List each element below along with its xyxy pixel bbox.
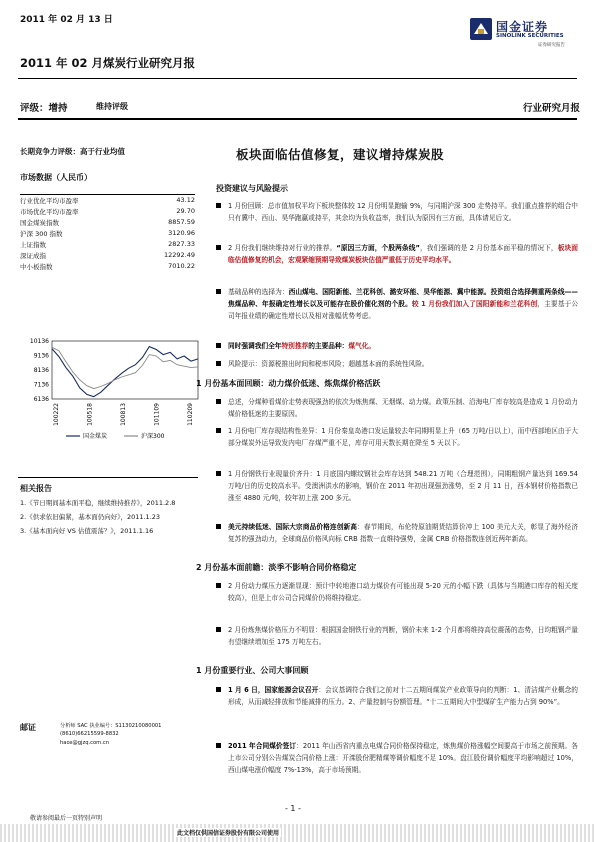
section-industry-events: 1 月份重要行业、公司大事回顾 bbox=[196, 666, 309, 675]
chart-y-tick-label: 7136 bbox=[33, 381, 49, 389]
section-january-review: 1 月份基本面回顾：动力煤价低迷、炼焦煤价格活跃 bbox=[196, 379, 381, 388]
bullet-text-bold: 1 月 6 日，国家能源会议召开 bbox=[228, 686, 319, 694]
market-key: 深证成指 bbox=[20, 252, 46, 260]
report-title: 2011 年 02 月煤炭行业研究月报 bbox=[20, 56, 196, 70]
bullet-text-part: 2 月份我们继续维持对行业的推荐。 bbox=[228, 244, 337, 252]
bullet-square-icon bbox=[216, 471, 221, 476]
bullet-square-icon bbox=[216, 289, 221, 294]
bullet-text: 总述，分煤种看煤价走势表现强劲的依次为炼焦煤、无烟煤、动力煤。政策压制、沿海电厂库存较高是造成 1 月份动力煤价格低迷的主要原因。 bbox=[228, 398, 578, 418]
rating-label: 评级：增持 bbox=[20, 103, 68, 114]
rating-sub: 维持评级 bbox=[96, 102, 128, 111]
bullet-text: 1 月份电厂库存现结构性差异：1 月份秦皇岛港口发运量较去年同期明显上升（65 万吨/日以上），而中西部地区由于大部分煤炭外运导致发内电厂存煤严重不足，库存可用天数长期在降至 5 天以下。 bbox=[228, 427, 578, 447]
analyst-label: 邮证 bbox=[20, 723, 36, 732]
bullet-text-part: 的主要品种： bbox=[308, 342, 349, 350]
bullet-text-part: ：会议基调符合我们之前对十二五期间煤炭产业政策导向的判断：1、清洁煤产业概念的形成，从而减轻排放和节能减排的压力。2、产量控制与份额管理。“十二五期间大中型煤矿生产能力占到 90%”。 bbox=[228, 686, 578, 706]
report-type: 行业研究月报 bbox=[522, 103, 580, 114]
related-report-item[interactable]: 1.《节日期间基本面平稳，继续维持推荐》，2011.2.8 bbox=[20, 499, 176, 507]
chart-y-tick-label: 9136 bbox=[33, 352, 49, 360]
chart-x-tick-label: 101109 bbox=[153, 403, 161, 426]
bullet-square-icon bbox=[216, 627, 221, 632]
related-reports-heading: 相关报告 bbox=[20, 484, 52, 493]
report-date: 2011 年 02 月 13 日 bbox=[20, 15, 113, 25]
chart-y-tick-label: 6136 bbox=[33, 396, 49, 403]
bullet-text-red: 板块面临估值修复的机会，宏观紧缩预期导致煤炭板块估值严重低于历史平均水平。 bbox=[228, 244, 578, 264]
index-line-chart bbox=[20, 335, 200, 447]
bullet-text-red: 较 1 月份我们加入了国阳新能和兰花科创 bbox=[411, 300, 538, 308]
section-february-outlook: 2 月份基本面前瞻：淡季不影响合同价格稳定 bbox=[196, 563, 357, 572]
bullet-item bbox=[216, 396, 578, 420]
bullet-item bbox=[216, 624, 578, 648]
bullet-item bbox=[216, 425, 578, 449]
market-row bbox=[20, 250, 195, 261]
bullet-square-icon bbox=[216, 245, 221, 250]
related-report-item[interactable]: 2.《供求依旧偏紧，基本面仍向好》，2011.1.23 bbox=[20, 513, 161, 522]
analyst-phone: (8610)66215599-8832 bbox=[60, 731, 119, 738]
rating-bar bbox=[20, 100, 580, 116]
bullet-text: 2 月份动力煤压力逐渐显现：预计中转地港口动力煤价有可能出现 5-20 元的小幅下跌（具体与当期港口库存的相关度较高），但是上市公司合同煤价仍将维持稳定。 bbox=[228, 582, 578, 602]
bullet-text-bold: 西山煤电、国阳新能、兰花科创、潞安环能、昊华能源、冀中能源。投资组合选择侧重两条线——焦煤品种、年报确定性增长以及可能存在股价催化剂的个股。 bbox=[228, 288, 578, 308]
long-term-rating: 长期竞争力评级：高于行业均值 bbox=[20, 147, 125, 156]
bullet-item bbox=[216, 358, 578, 370]
bullet-square-icon bbox=[216, 343, 221, 348]
bullet-text-bold: 美元持续低迷、国际大宗商品价格连创新高 bbox=[228, 523, 358, 531]
bullet-item bbox=[216, 684, 578, 708]
chart-x-tick-label: 110209 bbox=[187, 403, 194, 426]
bullet-text-part: ：2011 年山西省内重点电煤合同价格保持稳定，炼焦煤价格涨幅空间要高于市场之前预期。各上市公司分别公告煤炭合同价格上涨：开滦股份肥精煤等调价幅度不足 10%。盘江股份调价幅度平均影响超过 10%，西山煤电涨价幅度 7%-13%，高于市场预期。 bbox=[228, 742, 578, 774]
sinolink-logo-icon bbox=[470, 18, 492, 40]
bullet-text-part: ，主要基于公司年报业绩的确定性增长以及相对涨幅优势考虑。 bbox=[228, 300, 579, 320]
bullet-item bbox=[216, 340, 578, 352]
chart-x-tick-label: 100222 bbox=[53, 403, 60, 426]
market-value: 12292.49 bbox=[163, 251, 195, 259]
sinolink-logo bbox=[470, 18, 580, 52]
sidebar bbox=[20, 146, 198, 271]
logo-subtitle: 证券研究报告 bbox=[538, 43, 565, 48]
bullet-square-icon bbox=[216, 687, 221, 692]
market-row bbox=[20, 206, 195, 217]
bullet-text: 风险提示：资源税推出时间和税率风险；超越基本面的系统性风险。 bbox=[228, 360, 429, 368]
bullet-text-red: 特别推荐 bbox=[281, 342, 309, 350]
main-headline: 板块面临估值修复，建议增持煤炭股 bbox=[236, 147, 445, 162]
market-key: 沪深 300 指数 bbox=[20, 230, 63, 238]
logo-english-name: SINOLINK SECURITIES bbox=[496, 33, 564, 39]
market-data-heading: 市场数据（人民币） bbox=[20, 173, 92, 182]
analyst-contact bbox=[60, 722, 161, 747]
bullet-square-icon bbox=[216, 361, 221, 366]
market-key: 上证指数 bbox=[20, 241, 46, 249]
chart-legend-label: 国金煤炭 bbox=[83, 433, 108, 440]
chart-series-line bbox=[52, 347, 198, 388]
logo-chinese-name: 国金证券 bbox=[496, 20, 549, 34]
bullet-text-part: ：春节期间，布伦特原油期货结算价冲上 100 美元大关，彰显了海外经济复苏的强劲动力，全球商品价格风向标 CRB 指数一直维持强势，金属 CRB 价格指数连创近两年新高。 bbox=[228, 523, 579, 543]
analyst-sac: 分析师 SAC 执业编号：S1130210080001 bbox=[60, 723, 162, 729]
bullet-text-part: ，我们强调的是 2 月份基本面平稳的情况下， bbox=[419, 244, 558, 252]
page-number: - 1 - bbox=[285, 804, 301, 813]
bullet-text bbox=[216, 740, 578, 776]
bullet-item bbox=[216, 580, 578, 604]
chart-x-tick-label: 100518 bbox=[86, 403, 94, 426]
market-row bbox=[20, 217, 195, 228]
bullet-text bbox=[216, 684, 578, 708]
bullet-item bbox=[216, 740, 578, 776]
bullet-text-bold: 2011 年合同煤价签订 bbox=[228, 742, 297, 750]
market-data-table bbox=[20, 194, 195, 272]
bullet-square-icon bbox=[216, 583, 221, 588]
related-report-item[interactable]: 3.《基本面向好 VS 估值震荡？》，2011.1.16 bbox=[20, 527, 154, 536]
chart-y-tick-label: 10136 bbox=[29, 338, 49, 345]
bullet-item bbox=[216, 468, 578, 504]
bullet-item bbox=[216, 286, 578, 322]
chart-x-tick-label: 100813 bbox=[120, 403, 127, 426]
market-value: 43.12 bbox=[176, 196, 195, 204]
market-row bbox=[20, 239, 195, 250]
title-rule bbox=[18, 78, 577, 79]
chart-plot-frame bbox=[52, 341, 198, 399]
bullet-text-part: 同时强调我们全年 bbox=[228, 342, 282, 350]
bullet-text bbox=[216, 242, 578, 266]
market-row bbox=[20, 195, 195, 206]
market-value: 7010.22 bbox=[168, 262, 195, 270]
section-investment-advice: 投资建议与风险提示 bbox=[216, 184, 288, 193]
rating-rule bbox=[18, 118, 577, 120]
bullet-square-icon bbox=[216, 428, 221, 433]
chart-legend-label: 沪深300 bbox=[141, 433, 165, 440]
bullet-text: 1 月份回顾：总市值加权平均下板块整体较 12 月份明显跑输 9%，与同期沪深 300 走势持平。我们重点推荐的组合中只有冀中、西山、昊华跑赢或持平，其余均为负收益率，我们认为原因有三方面，具体请见后文。 bbox=[228, 202, 578, 222]
analyst-email[interactable]: haox@gjzq.com.cn bbox=[60, 739, 110, 746]
market-key: 市场优化平均市盈率 bbox=[20, 208, 79, 216]
market-value: 3120.96 bbox=[168, 229, 195, 237]
market-row bbox=[20, 261, 195, 272]
bullet-text-bold: “原因三方面，个股两条线” bbox=[336, 244, 420, 252]
related-reports-list bbox=[20, 498, 195, 540]
usage-note: 此文档仅供国信证券股份有限公司使用 bbox=[177, 830, 280, 837]
footer-stripe bbox=[0, 824, 595, 842]
market-row bbox=[20, 228, 195, 239]
bullet-item bbox=[216, 200, 578, 224]
bullet-text bbox=[216, 340, 578, 352]
bullet-square-icon bbox=[216, 203, 221, 208]
bullet-square-icon bbox=[216, 399, 221, 404]
chart-y-tick-label: 8136 bbox=[33, 367, 49, 374]
market-value: 2827.33 bbox=[168, 240, 195, 248]
bullet-text-part: 基础品种的选择为： bbox=[228, 288, 289, 296]
market-key: 行业优化平均市盈率 bbox=[20, 197, 79, 205]
market-value: 8857.59 bbox=[168, 218, 195, 226]
market-value: 29.70 bbox=[176, 207, 195, 215]
market-key: 中小板指数 bbox=[20, 263, 53, 271]
chart-series-line bbox=[52, 347, 198, 397]
bullet-item bbox=[216, 521, 578, 545]
bullet-text bbox=[216, 286, 578, 322]
bullet-text: 2 月份炼焦煤价格压力不明显：根据国金钢铁行业的判断，钢价未来 1-2 个月都将维持高位震荡的态势，日均粗钢产量有望继续增加至 175 万吨左右。 bbox=[228, 626, 578, 646]
bullet-text-red: 煤气化。 bbox=[348, 342, 376, 350]
bullet-square-icon bbox=[216, 743, 221, 748]
refs-rule bbox=[18, 477, 198, 478]
disclaimer-note: 敬请参阅最后一页特别声明 bbox=[30, 815, 103, 822]
bullet-text bbox=[216, 521, 578, 545]
bullet-item bbox=[216, 242, 578, 266]
bullet-square-icon bbox=[216, 524, 221, 529]
bullet-text: 1 月份钢铁行业现量价齐升：1 月底国内螺纹钢社会库存达到 548.21 万吨（合理范围），同期粗钢产量达到 169.54 万吨/日的历史较高水平。受澳洲洪水的影响，钢价在 2011 年初出现强劲涨势，至 2 月 11 日，西本钢材价格指数已涨至 4880 元/吨，较年初上涨 200 多元。 bbox=[228, 470, 578, 502]
market-key: 国金煤炭指数 bbox=[20, 219, 59, 227]
